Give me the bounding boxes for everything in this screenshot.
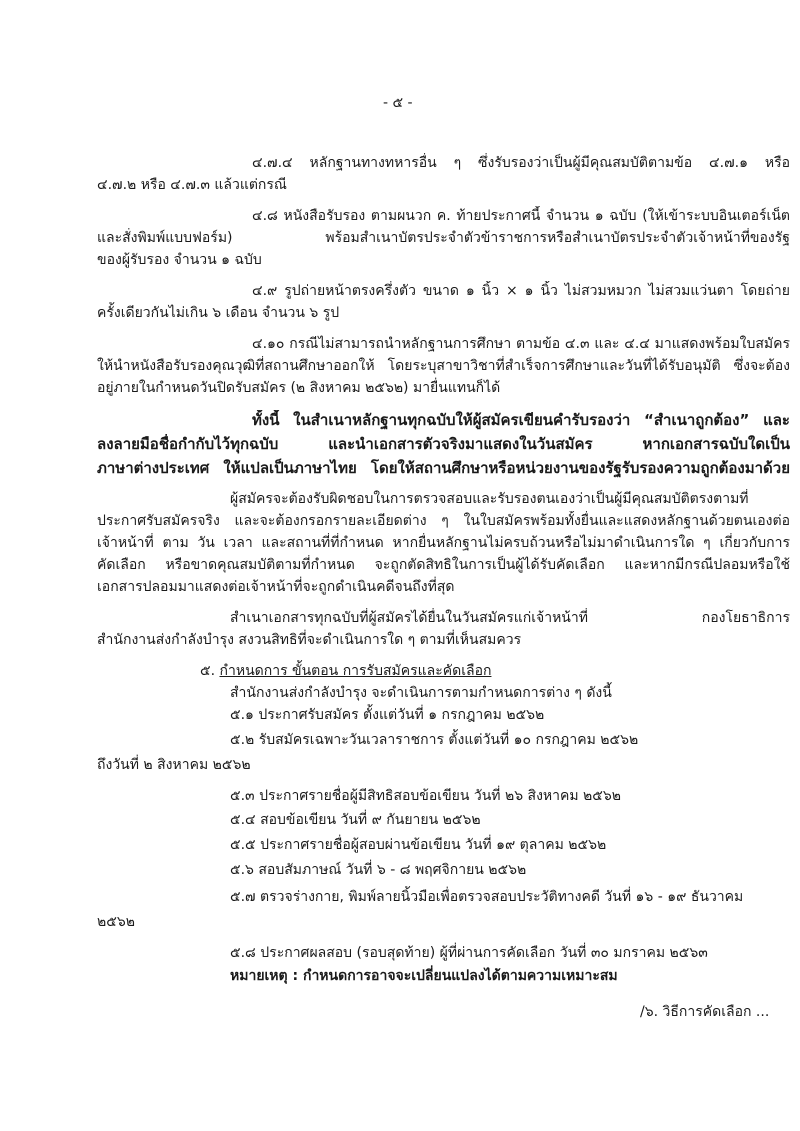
item-4-7-4: ๔.๗.๔ หลักฐานทางทหารอื่น ๆ ซึ่งรับรองว่าเป็นผู้มีคุณสมบัติตามข้อ ๔.๗.๑ หรือ xyxy=(252,155,790,171)
schedule-5-2-cont: ถึงวันที่ ๒ สิงหาคม ๒๕๖๒ xyxy=(97,757,251,773)
section-5-heading xyxy=(200,661,491,681)
continuation-marker: /๖. วิธีการคัดเลือก ... xyxy=(640,1004,770,1020)
schedule-5-3: ๕.๓ ประกาศรายชื่อผู้มีสิทธิสอบข้อเขียน วันที่ ๒๖ สิงหาคม ๒๕๖๒ xyxy=(230,788,621,804)
section-title: กำหนดการ ขั้นตอน การรับสมัครและคัดเลือก xyxy=(219,663,492,679)
certify-note-cont: ลงลายมือชื่อกำกับไว้ทุกฉบับ และนำเอกสารตัวจริงมาแสดงในวันสมัคร หากเอกสารฉบับใดเป็น xyxy=(97,435,790,453)
copies-para: สำเนาเอกสารทุกฉบับที่ผู้สมัครได้ยื่นในวันสมัครแก่เจ้าหน้าที่ กองโยธาธิการ xyxy=(230,610,790,626)
item-4-8-cont: และสั่งพิมพ์แบบฟอร์ม) พร้อมสำเนาบัตรประจำตัวข้าราชการหรือสำเนาบัตรประจำตัวเจ้าหน้าที่ของรัฐ xyxy=(97,230,790,246)
page-number: - ๕ - xyxy=(383,95,413,111)
item-4-10: ๔.๑๐ กรณีไม่สามารถนำหลักฐานการศึกษา ตามข้อ ๔.๓ และ ๔.๔ มาแสดงพร้อมใบสมัคร xyxy=(252,336,790,352)
schedule-5-4: ๕.๔ สอบข้อเขียน วันที่ ๙ กันยายน ๒๕๖๒ xyxy=(230,812,481,828)
responsibility-para-cont: คัดเลือก หรือขาดคุณสมบัติตามที่กำหนด จะถูกตัดสิทธิในการเป็นผู้ได้รับคัดเลือก และหากมีกรณีปลอมหรือใช้ xyxy=(97,557,790,573)
item-4-8: ๔.๘ หนังสือรับรอง ตามผนวก ค. ท้ายประกาศนี้ จำนวน ๑ ฉบับ (ให้เข้าระบบอินเตอร์เน็ต xyxy=(252,208,790,224)
schedule-5-6: ๕.๖ สอบสัมภาษณ์ วันที่ ๖ - ๘ พฤศจิกายน ๒๕๖๒ xyxy=(230,862,527,878)
item-4-7-4-cont: ๔.๗.๒ หรือ ๔.๗.๓ แล้วแต่กรณี xyxy=(97,177,287,193)
item-4-8-cont: ของผู้รับรอง จำนวน ๑ ฉบับ xyxy=(97,252,262,268)
schedule-5-5: ๕.๕ ประกาศรายชื่อผู้สอบผ่านข้อเขียน วันที่ ๑๙ ตุลาคม ๒๕๖๒ xyxy=(230,837,607,853)
responsibility-para-cont: เจ้าหน้าที่ ตาม วัน เวลา และสถานที่ที่กำหนด หากยื่นหลักฐานไม่ครบถ้วนหรือไม่มาดำเนินการใด ๆ เกี่ยวกับการ xyxy=(97,535,790,551)
section-5-intro: สำนักงานส่งกำลังบำรุง จะดำเนินการตามกำหนดการต่าง ๆ ดังนี้ xyxy=(230,685,612,701)
copies-para-cont: สำนักงานส่งกำลังบำรุง สงวนสิทธิที่จะดำเนินการใด ๆ ตามที่เห็นสมควร xyxy=(97,632,522,648)
remark: หมายเหตุ : กำหนดการอาจจะเปลี่ยนแปลงได้ตามความเหมาะสม xyxy=(230,968,618,984)
schedule-5-7-cont: ๒๕๖๒ xyxy=(97,914,135,930)
responsibility-para: ผู้สมัครจะต้องรับผิดชอบในการตรวจสอบและรับรองตนเองว่าเป็นผู้มีคุณสมบัติตรงตามที่ xyxy=(230,491,749,507)
item-4-10-cont: อยู่ภายในกำหนดวันปิดรับสมัคร (๒ สิงหาคม ๒๕๖๒) มายื่นแทนก็ได้ xyxy=(97,380,501,396)
schedule-5-7: ๕.๗ ตรวจร่างกาย, พิมพ์ลายนิ้วมือเพื่อตรวจสอบประวัติทางคดี วันที่ ๑๖ - ๑๙ ธันวาคม xyxy=(230,889,744,905)
responsibility-para-cont: เอกสารปลอมมาแสดงต่อเจ้าหน้าที่จะถูกดำเนินคดีจนถึงที่สุด xyxy=(97,579,455,595)
schedule-5-8: ๕.๘ ประกาศผลสอบ (รอบสุดท้าย) ผู้ที่ผ่านการคัดเลือก วันที่ ๓๐ มกราคม ๒๕๖๓ xyxy=(230,945,708,961)
certify-note: ทั้งนี้ ในสำเนาหลักฐานทุกฉบับให้ผู้สมัครเขียนคำรับรองว่า “สำเนาถูกต้อง” และ xyxy=(252,411,790,429)
schedule-5-1: ๕.๑ ประกาศรับสมัคร ตั้งแต่วันที่ ๑ กรกฎาคม ๒๕๖๒ xyxy=(230,707,545,723)
schedule-5-2: ๕.๒ รับสมัครเฉพาะวันเวลาราชการ ตั้งแต่วันที่ ๑๐ กรกฎาคม ๒๕๖๒ xyxy=(230,732,639,748)
item-4-9-cont: ครั้งเดียวกันไม่เกิน ๖ เดือน จำนวน ๖ รูป xyxy=(97,305,340,321)
responsibility-para-cont: ประกาศรับสมัครจริง และจะต้องกรอกรายละเอียดต่าง ๆ ในใบสมัครพร้อมทั้งยื่นและแสดงหลักฐานด้วยตนเองต่อ xyxy=(97,513,790,529)
item-4-9: ๔.๙ รูปถ่ายหน้าตรงครึ่งตัว ขนาด ๑ นิ้ว × ๑ นิ้ว ไม่สวมหมวก ไม่สวมแว่นตา โดยถ่าย xyxy=(252,283,790,299)
item-4-10-cont: ให้นำหนังสือรับรองคุณวุฒิที่สถานศึกษาออกให้ โดยระบุสาขาวิชาที่สำเร็จการศึกษาและวันที่ได้รับอนุมัติ ซึ่งจะต้อง xyxy=(97,358,790,374)
certify-note-cont: ภาษาต่างประเทศ ให้แปลเป็นภาษาไทย โดยให้สถานศึกษาหรือหน่วยงานของรัฐรับรองความถูกต้องมาด้วย xyxy=(97,459,790,477)
section-number: ๕. xyxy=(200,663,220,679)
